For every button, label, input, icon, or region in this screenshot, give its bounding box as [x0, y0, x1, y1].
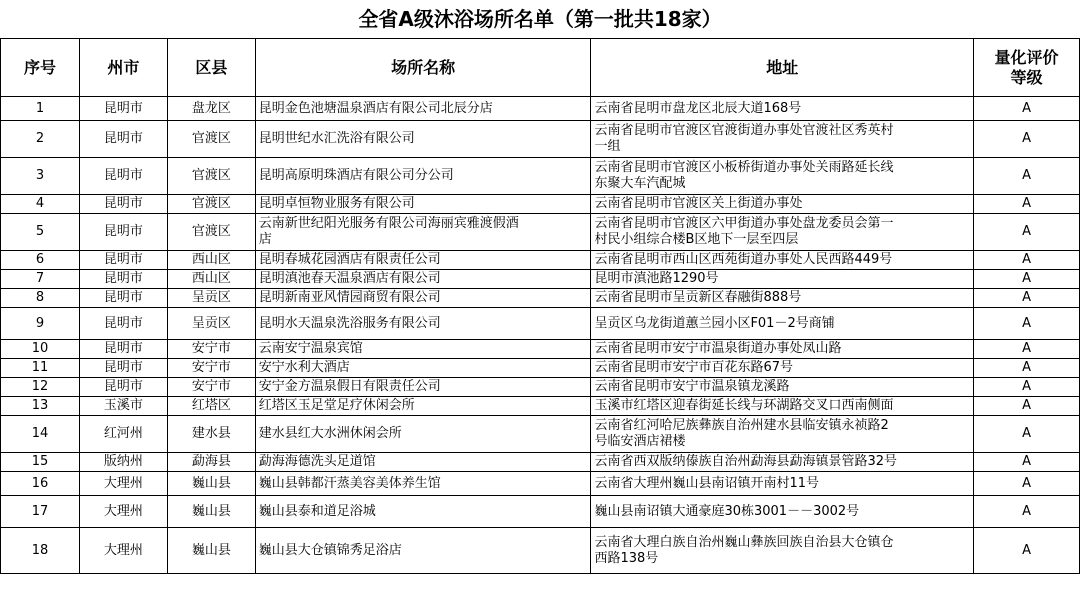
- address-cell: [591, 397, 974, 416]
- grade-cell: A: [974, 453, 1080, 472]
- row-number-cell: 5: [1, 214, 80, 251]
- row-number-cell: 3: [1, 158, 80, 195]
- table-row: [1, 289, 1080, 308]
- city-cell: 昆明市: [79, 359, 167, 378]
- city-cell: 昆明市: [79, 158, 167, 195]
- address-cell: [591, 472, 974, 496]
- cell-line: 云南省昆明市安宁市温泉镇龙溪路: [594, 379, 790, 394]
- cell-line: 云南新世纪阳光服务有限公司海丽宾雅渡假酒: [258, 216, 519, 231]
- venue-name-cell: [255, 453, 591, 472]
- table-row: [1, 214, 1080, 251]
- district-cell: 官渡区: [167, 121, 255, 158]
- venue-name-cell: [255, 472, 591, 496]
- grade-cell: A: [974, 416, 1080, 453]
- cell-line: 云南省西双版纳傣族自治州勐海县勐海镇景管路32号: [594, 454, 897, 469]
- cell-line: 巍山县大仓镇锦秀足浴店: [258, 542, 402, 558]
- city-cell: 昆明市: [79, 121, 167, 158]
- table-row: [1, 121, 1080, 158]
- header-row: [1, 39, 1080, 97]
- cell-line: 巍山县韩都汗蒸美容美体养生馆: [258, 475, 441, 491]
- grade-cell: A: [974, 251, 1080, 270]
- address-cell: [591, 251, 974, 270]
- grade-cell: A: [974, 528, 1080, 574]
- district-cell: 巍山县: [167, 472, 255, 496]
- cell-line: 昆明高原明珠酒店有限公司分公司: [258, 168, 454, 183]
- grade-cell: A: [974, 359, 1080, 378]
- cell-line: 云南省昆明市盘龙区北辰大道168号: [594, 100, 802, 116]
- city-cell: 玉溪市: [79, 397, 167, 416]
- address-cell: [591, 378, 974, 397]
- address-cell: [591, 453, 974, 472]
- row-number-cell: 1: [1, 97, 80, 121]
- table-row: [1, 378, 1080, 397]
- venue-name-cell: [255, 158, 591, 195]
- grade-cell: A: [974, 308, 1080, 340]
- address-cell: [591, 97, 974, 121]
- cell-line: 安宁水利大酒店: [258, 360, 350, 375]
- col-header-no: 序号: [1, 39, 80, 97]
- cell-line: 安宁金方温泉假日有限责任公司: [258, 379, 441, 394]
- cell-line: 昆明市滇池路1290号: [594, 271, 719, 286]
- document-title: 全省A级沐浴场所名单（第一批共18家）: [358, 7, 722, 31]
- cell-line: 玉溪市红塔区迎春街延长线与环湖路交叉口西南侧面: [594, 398, 894, 413]
- cell-line: 云南安宁温泉宾馆: [258, 341, 363, 356]
- cell-line: 东聚大车汽配城: [594, 176, 686, 191]
- venue-table: [0, 38, 1080, 574]
- venue-name-cell: [255, 496, 591, 528]
- address-cell: [591, 416, 974, 453]
- cell-line: 勐海海德洗头足道馆: [258, 454, 376, 469]
- district-cell: 官渡区: [167, 158, 255, 195]
- cell-line: 云南省昆明市西山区西苑街道办事处人民西路449号: [594, 252, 893, 267]
- cell-line: 昆明新南亚风情园商贸有限公司: [258, 290, 441, 305]
- row-number-cell: 14: [1, 416, 80, 453]
- cell-line: 一组: [594, 139, 621, 154]
- table-row: [1, 472, 1080, 496]
- venue-name-cell: [255, 308, 591, 340]
- city-cell: 昆明市: [79, 289, 167, 308]
- cell-line: 巍山县南诏镇大通豪庭30栋3001－－3002号: [594, 503, 860, 519]
- address-cell: [591, 308, 974, 340]
- district-cell: 建水县: [167, 416, 255, 453]
- district-cell: 安宁市: [167, 359, 255, 378]
- district-cell: 呈贡区: [167, 289, 255, 308]
- district-cell: 红塔区: [167, 397, 255, 416]
- venue-name-cell: [255, 378, 591, 397]
- cell-line: 云南省昆明市呈贡新区春融街888号: [594, 290, 802, 305]
- cell-line: 云南省昆明市安宁市百花东路67号: [594, 360, 793, 375]
- district-cell: 呈贡区: [167, 308, 255, 340]
- city-cell: 昆明市: [79, 340, 167, 359]
- grade-cell: A: [974, 158, 1080, 195]
- district-cell: 勐海县: [167, 453, 255, 472]
- row-number-cell: 2: [1, 121, 80, 158]
- row-number-cell: 7: [1, 270, 80, 289]
- cell-line: 云南省大理州巍山县南诏镇开南村11号: [594, 475, 819, 491]
- table-row: [1, 397, 1080, 416]
- grade-cell: A: [974, 195, 1080, 214]
- address-cell: [591, 528, 974, 574]
- cell-line: 村民小组综合楼B区地下一层至四层: [594, 232, 799, 247]
- row-number-cell: 10: [1, 340, 80, 359]
- district-cell: 西山区: [167, 251, 255, 270]
- grade-cell: A: [974, 340, 1080, 359]
- venue-name-cell: [255, 97, 591, 121]
- table-row: [1, 270, 1080, 289]
- district-cell: 巍山县: [167, 528, 255, 574]
- cell-line: 云南省昆明市官渡区六甲街道办事处盘龙委员会第一: [594, 216, 894, 231]
- table-row: [1, 308, 1080, 340]
- cell-line: 建水县红大水洲休闲会所: [258, 426, 402, 441]
- address-cell: [591, 496, 974, 528]
- city-cell: 昆明市: [79, 251, 167, 270]
- cell-line: 西路138号: [594, 550, 659, 566]
- row-number-cell: 17: [1, 496, 80, 528]
- grade-cell: A: [974, 397, 1080, 416]
- cell-line: 巍山县泰和道足浴城: [258, 503, 376, 519]
- address-cell: [591, 270, 974, 289]
- cell-line: 昆明水天温泉洗浴服务有限公司: [258, 315, 441, 331]
- table-row: [1, 453, 1080, 472]
- district-cell: 盘龙区: [167, 97, 255, 121]
- table-row: [1, 158, 1080, 195]
- grade-cell: A: [974, 289, 1080, 308]
- address-cell: [591, 121, 974, 158]
- row-number-cell: 18: [1, 528, 80, 574]
- address-cell: [591, 359, 974, 378]
- grade-cell: A: [974, 472, 1080, 496]
- address-cell: [591, 195, 974, 214]
- grade-cell: A: [974, 496, 1080, 528]
- row-number-cell: 8: [1, 289, 80, 308]
- table-row: [1, 340, 1080, 359]
- col-header-district: 区县: [167, 39, 255, 97]
- city-cell: 大理州: [79, 528, 167, 574]
- cell-line: 云南省昆明市官渡区关上街道办事处: [594, 196, 803, 211]
- city-cell: 昆明市: [79, 378, 167, 397]
- grade-cell: A: [974, 270, 1080, 289]
- venue-name-cell: [255, 359, 591, 378]
- table-row: [1, 97, 1080, 121]
- district-cell: 官渡区: [167, 195, 255, 214]
- city-cell: 昆明市: [79, 308, 167, 340]
- row-number-cell: 16: [1, 472, 80, 496]
- table-row: [1, 359, 1080, 378]
- table-row: [1, 496, 1080, 528]
- city-cell: 昆明市: [79, 270, 167, 289]
- district-cell: 安宁市: [167, 378, 255, 397]
- table-row: [1, 416, 1080, 453]
- cell-line: 云南省昆明市官渡区小板桥街道办事处关雨路延长线: [594, 160, 894, 175]
- cell-line: 店: [258, 232, 272, 247]
- col-header-city: 州市: [79, 39, 167, 97]
- city-cell: 版纳州: [79, 453, 167, 472]
- venue-name-cell: [255, 416, 591, 453]
- table-row: [1, 195, 1080, 214]
- cell-line: 昆明滇池春天温泉酒店有限公司: [258, 271, 441, 286]
- district-cell: 巍山县: [167, 496, 255, 528]
- row-number-cell: 12: [1, 378, 80, 397]
- venue-name-cell: [255, 289, 591, 308]
- table-row: [1, 528, 1080, 574]
- grade-cell: A: [974, 214, 1080, 251]
- col-header-address: 地址: [591, 39, 974, 97]
- row-number-cell: 11: [1, 359, 80, 378]
- cell-line: 昆明春城花园酒店有限责任公司: [258, 252, 441, 267]
- cell-line: 呈贡区乌龙街道蕙兰园小区F01－2号商铺: [594, 315, 835, 331]
- address-cell: [591, 340, 974, 359]
- venue-name-cell: [255, 397, 591, 416]
- cell-line: 昆明世纪水汇洗浴有限公司: [258, 131, 415, 146]
- row-number-cell: 9: [1, 308, 80, 340]
- grade-cell: A: [974, 378, 1080, 397]
- col-header-grade: 量化评价 等级: [974, 39, 1080, 97]
- address-cell: [591, 158, 974, 195]
- cell-line: 云南省昆明市官渡区官渡街道办事处官渡社区秀英村: [594, 123, 894, 138]
- address-cell: [591, 289, 974, 308]
- district-cell: 安宁市: [167, 340, 255, 359]
- cell-line: 昆明金色池塘温泉酒店有限公司北辰分店: [258, 100, 493, 116]
- cell-line: 号临安酒店裙楼: [594, 434, 686, 449]
- table-row: [1, 251, 1080, 270]
- grade-cell: A: [974, 97, 1080, 121]
- venue-name-cell: [255, 121, 591, 158]
- district-cell: 西山区: [167, 270, 255, 289]
- col-header-venue: 场所名称: [255, 39, 591, 97]
- venue-name-cell: [255, 214, 591, 251]
- row-number-cell: 15: [1, 453, 80, 472]
- city-cell: 昆明市: [79, 195, 167, 214]
- city-cell: 大理州: [79, 496, 167, 528]
- grade-cell: A: [974, 121, 1080, 158]
- venue-name-cell: [255, 195, 591, 214]
- city-cell: 昆明市: [79, 214, 167, 251]
- city-cell: 大理州: [79, 472, 167, 496]
- district-cell: 官渡区: [167, 214, 255, 251]
- address-cell: [591, 214, 974, 251]
- cell-line: 云南省昆明市安宁市温泉街道办事处凤山路: [594, 341, 842, 356]
- venue-name-cell: [255, 270, 591, 289]
- row-number-cell: 4: [1, 195, 80, 214]
- venue-name-cell: [255, 340, 591, 359]
- cell-line: 云南省红河哈尼族彝族自治州建水县临安镇永祯路2: [594, 418, 889, 433]
- cell-line: 云南省大理白族自治州巍山彝族回族自治县大仓镇仓: [594, 534, 894, 550]
- venue-name-cell: [255, 251, 591, 270]
- cell-line: 昆明卓恒物业服务有限公司: [258, 196, 415, 211]
- cell-line: 红塔区玉足堂足疗休闲会所: [258, 398, 415, 413]
- row-number-cell: 13: [1, 397, 80, 416]
- venue-name-cell: [255, 528, 591, 574]
- city-cell: 红河州: [79, 416, 167, 453]
- row-number-cell: 6: [1, 251, 80, 270]
- city-cell: 昆明市: [79, 97, 167, 121]
